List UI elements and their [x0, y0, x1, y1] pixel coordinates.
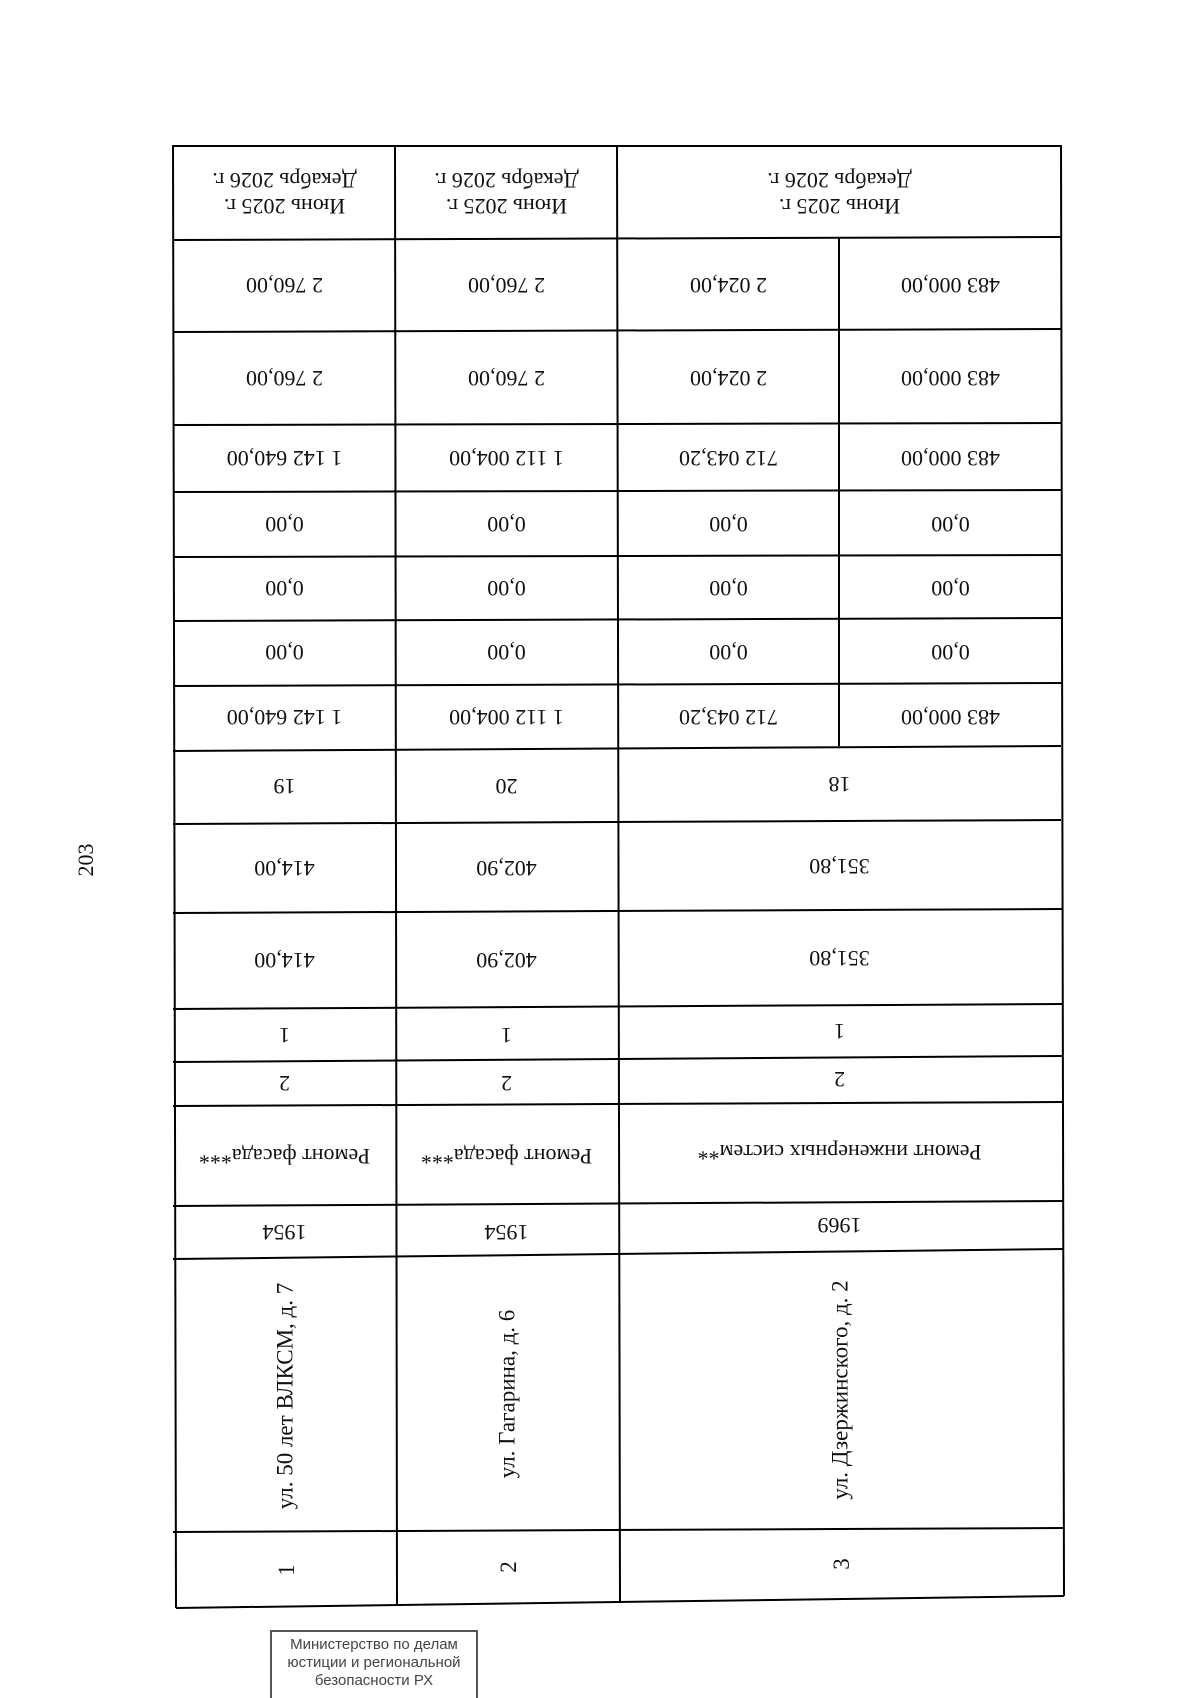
- row1-address-cell: [175, 1260, 396, 1532]
- ministry-stamp: [270, 1630, 478, 1698]
- row3-val3: 18: [828, 772, 851, 798]
- row2-val10: 2 760,00: [468, 273, 545, 298]
- row1-val5: 0,00: [265, 640, 304, 666]
- row1-val8: 1 142 640,00: [226, 446, 343, 471]
- row1-val10: 2 760,00: [246, 273, 323, 298]
- row3-val10: 2 024,00: [690, 273, 767, 298]
- header-col1: [174, 147, 395, 239]
- row3-val6: 0,00: [709, 576, 748, 602]
- stamp-line1: Министерство по делам: [290, 1636, 458, 1653]
- row1-val6: 0,00: [265, 576, 304, 602]
- row2-year: 1954: [484, 1220, 529, 1246]
- row3-sub-val7: 0,00: [931, 512, 970, 537]
- row3-val1: 351,80: [809, 946, 870, 972]
- row1-work-type: Ремонт фасада***: [198, 1144, 371, 1169]
- page-number: 203: [73, 843, 98, 877]
- row3-val4: 712 043,20: [679, 705, 778, 731]
- row1-number: 1: [273, 1564, 299, 1576]
- header-col1-line2: Декабрь 2026 г.: [212, 168, 357, 193]
- row1-col-a: 2: [279, 1071, 290, 1097]
- row3-sub-val6: 0,00: [931, 576, 970, 602]
- row2-val1: 402,90: [476, 948, 537, 974]
- row2-val6: 0,00: [487, 576, 526, 602]
- row3-val5: 0,00: [709, 640, 748, 666]
- row3-val2: 351,80: [809, 854, 870, 879]
- row2-address: ул. Гагарина, д. 6: [494, 1309, 520, 1479]
- row1-year: 1954: [262, 1220, 307, 1246]
- row2-val8: 1 112 004,00: [449, 446, 564, 471]
- row3-sub-val4: 483 000,00: [901, 705, 1000, 731]
- header-col3: [618, 147, 1061, 239]
- header-col3-line1: Июнь 2025 г.: [778, 194, 901, 219]
- header-col2-line1: Июнь 2025 г.: [445, 194, 568, 219]
- row3-number-cell: [620, 1530, 1064, 1598]
- row1-val4: 1 142 640,00: [226, 705, 343, 731]
- row2-val3: 20: [495, 774, 518, 800]
- header-col2-line2: Декабрь 2026 г.: [434, 168, 579, 193]
- row3-year: 1969: [817, 1213, 862, 1239]
- row3-work-type: Ремонт инженерных систем**: [697, 1140, 982, 1165]
- row1-col-b: 1: [279, 1023, 290, 1048]
- row2-col-b: 1: [501, 1023, 512, 1048]
- row2-val9: 2 760,00: [468, 366, 545, 391]
- row1-val3: 19: [273, 774, 296, 800]
- row2-number-cell: [398, 1532, 619, 1602]
- row3-sub-val10: 483 000,00: [901, 273, 1000, 298]
- row1-number-cell: [176, 1534, 397, 1606]
- row1-val2: 414,00: [254, 856, 315, 881]
- row1-val1: 414,00: [254, 948, 315, 974]
- row3-address-cell: [619, 1252, 1063, 1528]
- row2-number: 2: [495, 1561, 521, 1573]
- row2-work-type: Ремонт фасада***: [420, 1144, 593, 1169]
- header-col2: [396, 147, 617, 239]
- row3-sub-val5: 0,00: [931, 640, 970, 666]
- row3-val9: 2 024,00: [690, 366, 767, 391]
- row1-val7: 0,00: [265, 512, 304, 537]
- row1-address: ул. 50 лет ВЛКСМ, д. 7: [272, 1282, 298, 1510]
- row3-sub-val8: 483 000,00: [901, 446, 1000, 471]
- row2-col-a: 2: [501, 1071, 512, 1097]
- row3-address: ул. Дзержинского, д. 2: [828, 1280, 853, 1500]
- row2-val4: 1 112 004,00: [449, 705, 564, 731]
- row2-val2: 402,90: [476, 856, 537, 881]
- header-col3-line2: Декабрь 2026 г.: [767, 168, 912, 193]
- stamp-line3: безопасности РХ: [314, 1672, 434, 1689]
- row2-val5: 0,00: [487, 640, 526, 666]
- row2-val7: 0,00: [487, 512, 526, 537]
- row3-val7: 0,00: [709, 512, 748, 537]
- row1-val9: 2 760,00: [246, 366, 323, 391]
- header-col1-line1: Июнь 2025 г.: [223, 194, 346, 219]
- row2-address-cell: [397, 1258, 618, 1530]
- stamp-line2: юстиции и региональной: [287, 1654, 461, 1671]
- row3-col-b: 1: [834, 1019, 845, 1044]
- row3-number: 3: [829, 1558, 854, 1570]
- row3-sub-val9: 483 000,00: [901, 366, 1000, 391]
- row3-val8: 712 043,20: [679, 446, 778, 471]
- row3-col-a: 2: [834, 1067, 845, 1093]
